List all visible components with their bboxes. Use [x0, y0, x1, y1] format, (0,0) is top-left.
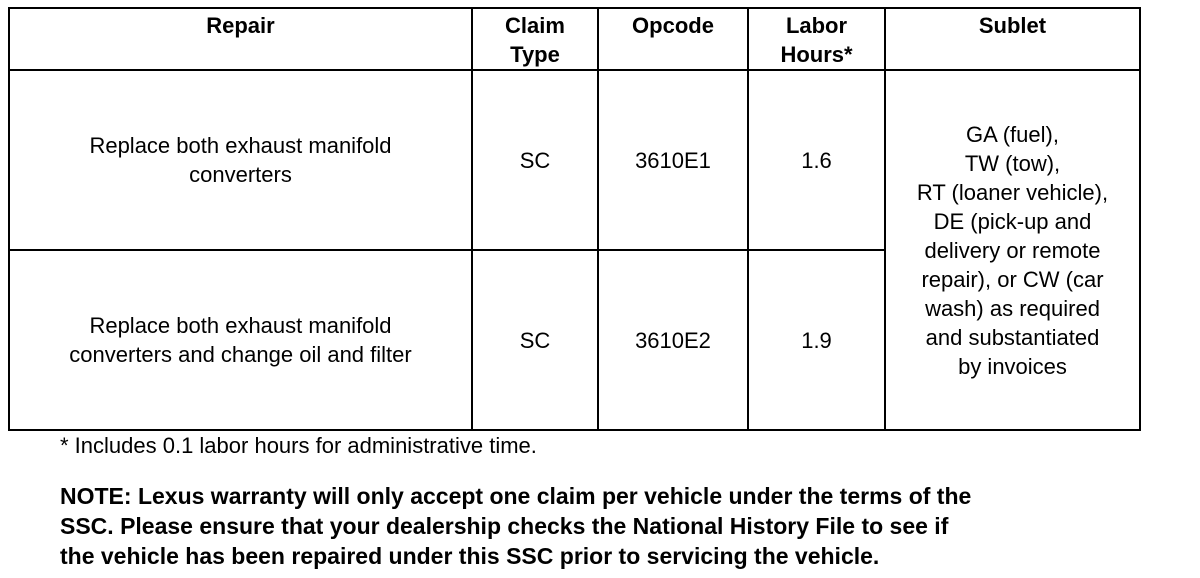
cell-labor-hours: 1.9: [748, 250, 885, 430]
header-labor-hours-line1: Labor: [785, 13, 848, 38]
note-line: the vehicle has been repaired under this SSC prior to servicing the vehicle.: [60, 543, 880, 569]
sublet-line: TW (tow),: [964, 150, 1061, 176]
sublet-line: and substantiated: [925, 324, 1100, 350]
repair-text-line2: converters: [189, 162, 292, 187]
labor-hours-footnote: * Includes 0.1 labor hours for administrative time.: [60, 433, 537, 458]
cell-repair: [9, 250, 472, 430]
cell-claim-type: SC: [472, 250, 598, 430]
sublet-line: wash) as required: [925, 295, 1100, 321]
header-labor-hours-line2: Hours*: [780, 42, 853, 67]
header-sublet-label: Sublet: [978, 13, 1047, 38]
cell-opcode: 3610E1: [598, 70, 748, 250]
header-opcode: [598, 8, 748, 70]
repair-text-line1: Replace both exhaust manifold: [89, 313, 392, 338]
header-repair-label: Repair: [206, 13, 275, 38]
sublet-line: DE (pick-up and: [933, 208, 1092, 234]
sublet-line: by invoices: [958, 353, 1067, 379]
cell-sublet: [885, 70, 1140, 430]
repair-table: [8, 7, 1141, 431]
note-line: NOTE: Lexus warranty will only accept one claim per vehicle under the terms of the: [60, 483, 972, 509]
cell-repair: [9, 70, 472, 250]
header-claim-type-line2: Type: [510, 42, 560, 67]
header-claim-type-line1: Claim: [505, 13, 565, 38]
cell-labor-hours: 1.6: [748, 70, 885, 250]
header-sublet: [885, 8, 1140, 70]
warranty-note: [60, 481, 1185, 571]
sublet-line: delivery or remote: [924, 237, 1101, 263]
sublet-line: RT (loaner vehicle),: [916, 179, 1109, 205]
cell-opcode: 3610E2: [598, 250, 748, 430]
sublet-line: repair), or CW (car: [921, 266, 1104, 292]
sublet-line: GA (fuel),: [966, 121, 1059, 147]
header-opcode-label: Opcode: [632, 13, 714, 38]
cell-claim-type: SC: [472, 70, 598, 250]
note-line: SSC. Please ensure that your dealership checks the National History File to see if: [60, 513, 949, 539]
header-labor-hours: [748, 8, 885, 70]
header-claim-type: [472, 8, 598, 70]
header-repair: [9, 8, 472, 70]
repair-text-line2: converters and change oil and filter: [69, 342, 412, 367]
table-header-row: [9, 8, 1140, 70]
table-row: [9, 70, 1140, 250]
repair-text-line1: Replace both exhaust manifold: [89, 133, 392, 158]
